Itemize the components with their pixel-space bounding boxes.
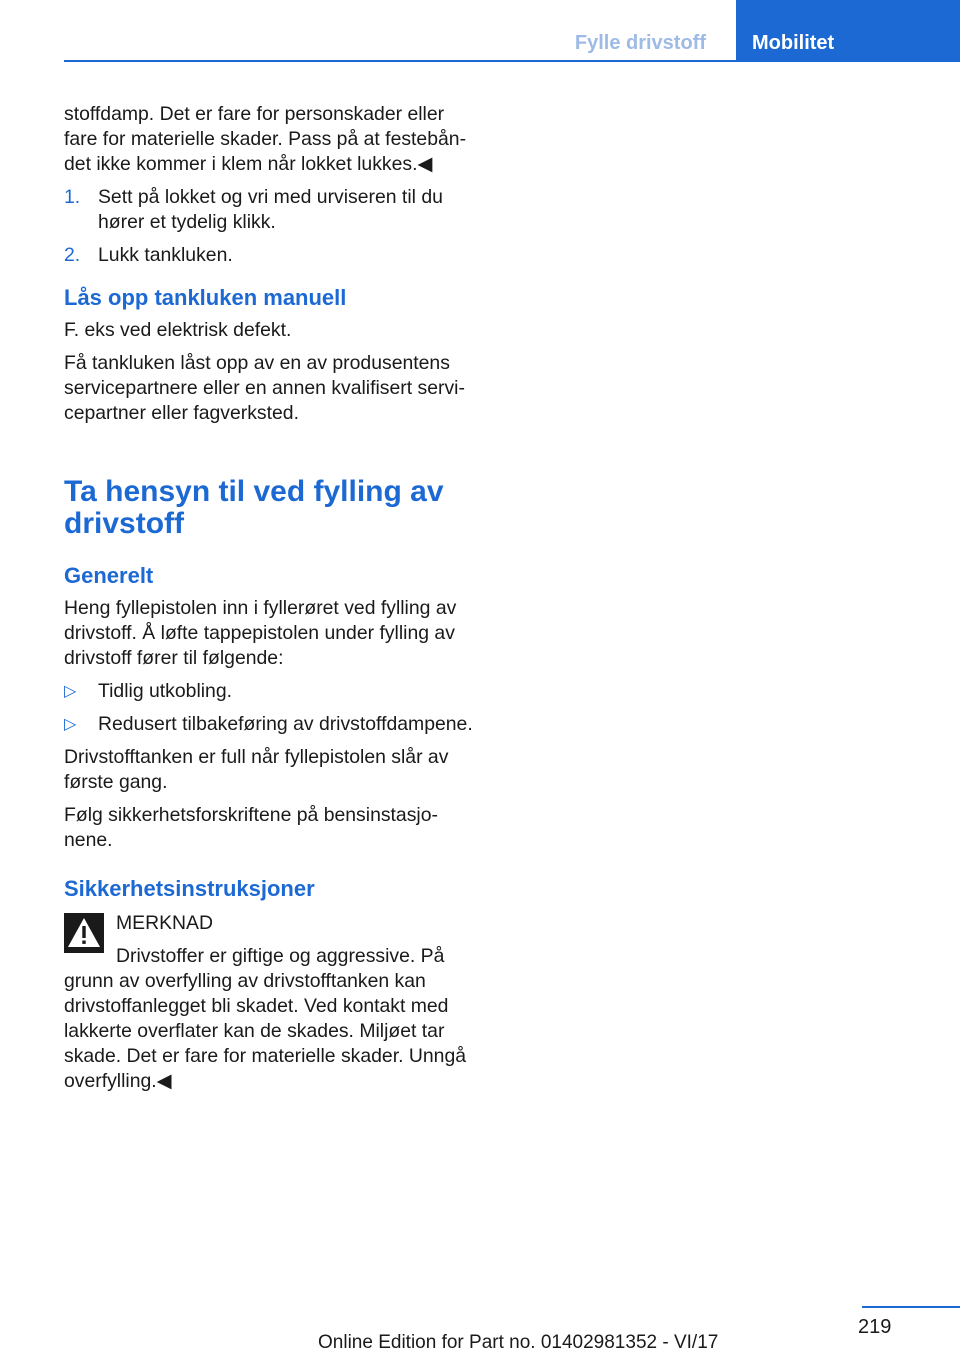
section-heading-general: Generelt (64, 563, 154, 588)
unlock-paragraph-1: F. eks ved elektrisk defekt. (64, 319, 292, 341)
general-paragraph-2: Drivstofftanken er full når fyllepistolen slår av første gang. (64, 746, 449, 793)
list-item (64, 243, 478, 268)
footer-rule (862, 1306, 960, 1308)
list-item (64, 185, 478, 235)
triangle-bullet-icon: ▷ (64, 683, 77, 700)
header-section-title: Fylle drivstoff (574, 32, 706, 54)
warning-block (64, 909, 478, 1094)
main-content (64, 102, 478, 1102)
header-rule (64, 60, 960, 62)
page-header (0, 0, 960, 62)
steps-list (64, 185, 478, 268)
edition-footer: Online Edition for Part no. 01402981352 - VI/17 (318, 1332, 719, 1353)
bullet-list (64, 679, 478, 737)
triangle-bullet-icon: ▷ (64, 716, 77, 733)
bullet-text: Tidlig utkobling. (98, 680, 233, 702)
step-number: 1. (64, 186, 81, 208)
warning-text-first-line: Drivstoffer er giftige og aggressive. På (116, 945, 445, 967)
general-paragraph-1: Heng fyllepistolen inn i fyllerøret ved fylling av drivstoff. Å løfte tappepistolen under fylling av drivstoff fører til følgende: (64, 597, 457, 669)
step-text: Lukk tankluken. (98, 244, 233, 266)
step-number: 2. (64, 244, 81, 266)
list-item (64, 712, 478, 737)
general-paragraph-3: Følg sikkerhetsforskriftene på bensinstasjonene. (64, 804, 438, 851)
warning-triangle-icon (64, 913, 104, 953)
warning-label: MERKNAD (116, 912, 213, 934)
page-number: 219 (858, 1316, 892, 1338)
intro-paragraph: stoffdamp. Det er fare for personskader eller fare for materielle skader. Pass på at festebåndet ikke kommer i klem når lokket lukkes.◀ (64, 103, 467, 175)
header-chapter-tab: Mobilitet (736, 0, 960, 62)
chapter-title: Ta hensyn til ved fylling av drivstoff (64, 475, 444, 540)
step-text: Sett på lokket og vri med urviseren til du hører et tydelig klikk. (98, 186, 443, 233)
bullet-text: Redusert tilbakeføring av drivstoffdampene. (98, 713, 473, 735)
section-heading-safety: Sikkerhetsinstruksjoner (64, 876, 315, 901)
unlock-paragraph-2: Få tankluken låst opp av en av produsentens servicepartnere eller en annen kvalifisert servicepartner eller fagverksted. (64, 352, 465, 424)
list-item (64, 679, 478, 704)
section-heading-unlock: Lås opp tankluken manuell (64, 285, 347, 310)
warning-text: grunn av overfylling av drivstofftanken kan drivstoffanlegget bli skadet. Ved kontakt med lakkerte overflater kan de skades. Miljøet tar skade. Det er fare for materielle skader. Unngå overfylling.◀ (64, 970, 467, 1092)
